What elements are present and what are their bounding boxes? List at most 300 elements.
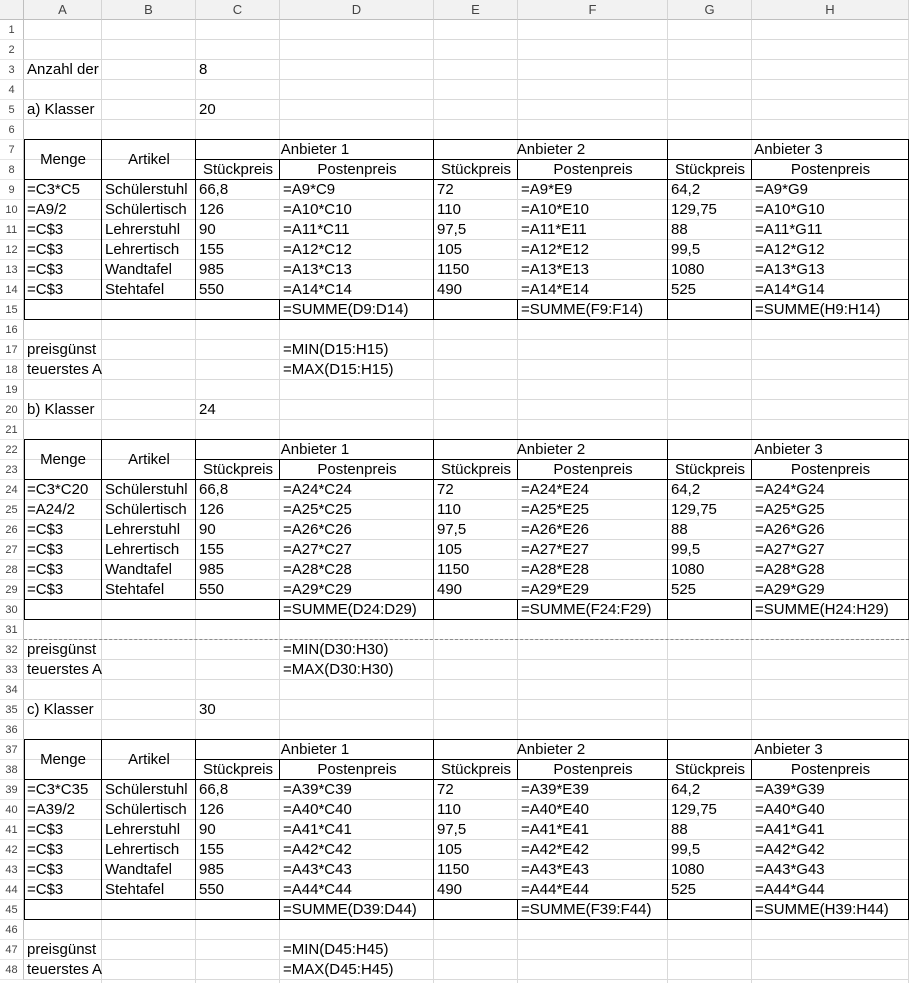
table-border xyxy=(195,439,196,600)
header-anbieter-2[interactable]: Anbieter 2 xyxy=(516,741,586,758)
row-header-16[interactable]: 16 xyxy=(0,320,24,340)
cell-f13[interactable]: =A13*E13 xyxy=(521,261,589,278)
cell-c28[interactable]: 985 xyxy=(199,561,225,578)
cell-g10[interactable]: 129,75 xyxy=(671,201,717,218)
gridline-horizontal xyxy=(24,359,909,360)
max-label[interactable]: teuerstes A xyxy=(27,661,102,678)
max-label[interactable]: teuerstes A xyxy=(27,961,102,978)
cell-h13[interactable]: =A13*G13 xyxy=(755,261,825,278)
cell-f26[interactable]: =A26*E26 xyxy=(521,521,589,538)
cell-a9[interactable]: =C3*C5 xyxy=(27,181,80,198)
cell-grid xyxy=(24,20,909,983)
header-stueckpreis[interactable]: Stückpreis xyxy=(674,461,746,478)
header-stueckpreis[interactable]: Stückpreis xyxy=(674,761,746,778)
cell-g11[interactable]: 88 xyxy=(671,221,688,238)
table-border xyxy=(279,900,280,920)
header-stueckpreis[interactable]: Stückpreis xyxy=(674,161,746,178)
cell-c13[interactable]: 985 xyxy=(199,261,225,278)
cell-a13[interactable]: =C$3 xyxy=(27,261,64,278)
cell-c41[interactable]: 90 xyxy=(199,821,216,838)
cell-a25[interactable]: =A24/2 xyxy=(27,501,75,518)
cell-c11[interactable]: 90 xyxy=(199,221,216,238)
cell-b27[interactable]: Lehrertisch xyxy=(105,541,180,558)
table-border xyxy=(279,460,280,480)
row-header-22[interactable]: 22 xyxy=(0,440,24,460)
cell-e11[interactable]: 97,5 xyxy=(437,221,467,238)
header-anbieter-1[interactable]: Anbieter 1 xyxy=(280,741,350,758)
header-artikel[interactable]: Artikel xyxy=(128,151,170,168)
row-header-34[interactable]: 34 xyxy=(0,680,24,700)
column-header-h[interactable]: H xyxy=(752,0,909,20)
cell-c9[interactable]: 66,8 xyxy=(199,181,229,198)
cell-f41[interactable]: =A41*E41 xyxy=(521,821,589,838)
cell-e27[interactable]: 105 xyxy=(437,541,463,558)
table-border xyxy=(279,300,280,320)
cell-g14[interactable]: 525 xyxy=(671,281,697,298)
cell-a28[interactable]: =C$3 xyxy=(27,561,64,578)
row-header-7[interactable]: 7 xyxy=(0,140,24,160)
header-anbieter-3[interactable]: Anbieter 3 xyxy=(754,441,823,458)
table-border xyxy=(667,900,668,920)
row-header-33[interactable]: 33 xyxy=(0,660,24,680)
cell-d40[interactable]: =A40*C40 xyxy=(283,801,352,818)
cell-c14[interactable]: 550 xyxy=(199,281,225,298)
table-border xyxy=(433,600,434,620)
cell-g29[interactable]: 525 xyxy=(671,581,697,598)
min-label[interactable]: preisgünst xyxy=(27,941,97,958)
cell-h10[interactable]: =A10*G10 xyxy=(755,201,825,218)
cell-e41[interactable]: 97,5 xyxy=(437,821,467,838)
cell-h29[interactable]: =A29*G29 xyxy=(755,581,825,598)
header-menge[interactable]: Menge xyxy=(40,451,86,468)
cell-g28[interactable]: 1080 xyxy=(671,561,705,578)
header-postenpreis[interactable]: Postenpreis xyxy=(317,461,397,478)
row-header-6[interactable]: 6 xyxy=(0,120,24,140)
cell-g13[interactable]: 1080 xyxy=(671,261,705,278)
header-menge[interactable]: Menge xyxy=(40,751,86,768)
gridline-horizontal xyxy=(24,119,909,120)
header-stueckpreis[interactable]: Stückpreis xyxy=(440,761,512,778)
cell-c27[interactable]: 155 xyxy=(199,541,225,558)
row-header-18[interactable]: 18 xyxy=(0,360,24,380)
cell-f29[interactable]: =A29*E29 xyxy=(521,581,589,598)
cell-d25[interactable]: =A25*C25 xyxy=(283,501,352,518)
row-header-44[interactable]: 44 xyxy=(0,880,24,900)
cell-a27[interactable]: =C$3 xyxy=(27,541,64,558)
cell-h11[interactable]: =A11*G11 xyxy=(755,221,823,238)
cell-b41[interactable]: Lehrerstuhl xyxy=(105,821,181,838)
header-stueckpreis[interactable]: Stückpreis xyxy=(440,461,512,478)
cell-b29[interactable]: Stehtafel xyxy=(105,581,165,598)
cell-c43[interactable]: 985 xyxy=(199,861,225,878)
header-stueckpreis[interactable]: Stückpreis xyxy=(440,161,512,178)
cell-d11[interactable]: =A11*C11 xyxy=(283,221,350,238)
cell-h26[interactable]: =A26*G26 xyxy=(755,521,825,538)
cell-h27[interactable]: =A27*G27 xyxy=(755,541,825,558)
cell-a12[interactable]: =C$3 xyxy=(27,241,64,258)
cell-c40[interactable]: 126 xyxy=(199,801,225,818)
cell-g39[interactable]: 64,2 xyxy=(671,781,701,798)
cell-e13[interactable]: 1150 xyxy=(437,261,470,278)
cell-d29[interactable]: =A29*C29 xyxy=(283,581,352,598)
header-anbieter-3[interactable]: Anbieter 3 xyxy=(754,741,823,758)
table-border xyxy=(24,739,909,740)
cell-g24[interactable]: 64,2 xyxy=(671,481,701,498)
header-anbieter-1[interactable]: Anbieter 1 xyxy=(280,141,350,158)
row-header-15[interactable]: 15 xyxy=(0,300,24,320)
row-header-48[interactable]: 48 xyxy=(0,960,24,980)
cell-b9[interactable]: Schülerstuhl xyxy=(105,181,188,198)
cell-b12[interactable]: Lehrertisch xyxy=(105,241,180,258)
max-formula[interactable]: =MAX(D15:H15) xyxy=(283,361,394,378)
cell-h25[interactable]: =A25*G25 xyxy=(755,501,825,518)
cell-f44[interactable]: =A44*E44 xyxy=(521,881,589,898)
header-postenpreis[interactable]: Postenpreis xyxy=(790,161,871,178)
table-border xyxy=(433,300,434,320)
cell-b26[interactable]: Lehrerstuhl xyxy=(105,521,181,538)
column-header-g[interactable]: G xyxy=(668,0,752,20)
cell-b28[interactable]: Wandtafel xyxy=(105,561,172,578)
cell-d42[interactable]: =A42*C42 xyxy=(283,841,352,858)
cell-a40[interactable]: =A39/2 xyxy=(27,801,75,818)
cell-a11[interactable]: =C$3 xyxy=(27,221,64,238)
cell-b10[interactable]: Schülertisch xyxy=(105,201,187,218)
cell-f39[interactable]: =A39*E39 xyxy=(521,781,589,798)
row-header-2[interactable]: 2 xyxy=(0,40,24,60)
cell-g43[interactable]: 1080 xyxy=(671,861,705,878)
header-anbieter-2[interactable]: Anbieter 2 xyxy=(516,141,586,158)
cell-g12[interactable]: 99,5 xyxy=(671,241,701,258)
min-formula[interactable]: =MIN(D30:H30) xyxy=(283,641,389,658)
cell-a29[interactable]: =C$3 xyxy=(27,581,64,598)
header-postenpreis[interactable]: Postenpreis xyxy=(553,761,633,778)
cell-g27[interactable]: 99,5 xyxy=(671,541,701,558)
table-border xyxy=(667,739,668,900)
cell-g42[interactable]: 99,5 xyxy=(671,841,701,858)
section-class-count[interactable]: 20 xyxy=(199,101,216,118)
cell-b11[interactable]: Lehrerstuhl xyxy=(105,221,181,238)
cell-f40[interactable]: =A40*E40 xyxy=(521,801,589,818)
cell-d39[interactable]: =A39*C39 xyxy=(283,781,352,798)
table-border xyxy=(101,139,102,300)
cell-f43[interactable]: =A43*E43 xyxy=(521,861,589,878)
header-artikel[interactable]: Artikel xyxy=(128,751,170,768)
sum-anbieter-2[interactable]: =SUMME(F9:F14) xyxy=(521,301,644,318)
cell-g25[interactable]: 129,75 xyxy=(671,501,717,518)
table-border xyxy=(433,139,434,300)
cell-d26[interactable]: =A26*C26 xyxy=(283,521,352,538)
cell-b25[interactable]: Schülertisch xyxy=(105,501,187,518)
table-border xyxy=(195,139,196,300)
cell-g26[interactable]: 88 xyxy=(671,521,688,538)
min-label[interactable]: preisgünst xyxy=(27,641,97,658)
gridline-horizontal xyxy=(24,939,909,940)
cell-d10[interactable]: =A10*C10 xyxy=(283,201,352,218)
gridline-horizontal xyxy=(24,719,909,720)
header-artikel[interactable]: Artikel xyxy=(128,451,170,468)
row-header-5[interactable]: 5 xyxy=(0,100,24,120)
column-header-b[interactable]: B xyxy=(102,0,196,20)
cell-c25[interactable]: 126 xyxy=(199,501,225,518)
cell-e14[interactable]: 490 xyxy=(437,281,463,298)
cell-h28[interactable]: =A28*G28 xyxy=(755,561,825,578)
cell-h42[interactable]: =A42*G42 xyxy=(755,841,825,858)
cell-c12[interactable]: 155 xyxy=(199,241,225,258)
header-postenpreis[interactable]: Postenpreis xyxy=(790,761,871,778)
row-header-26[interactable]: 26 xyxy=(0,520,24,540)
cell-d24[interactable]: =A24*C24 xyxy=(283,481,352,498)
cell-f42[interactable]: =A42*E42 xyxy=(521,841,589,858)
row-header-4[interactable]: 4 xyxy=(0,80,24,100)
cell-h14[interactable]: =A14*G14 xyxy=(755,281,825,298)
header-postenpreis[interactable]: Postenpreis xyxy=(553,461,633,478)
cell-d13[interactable]: =A13*C13 xyxy=(283,261,352,278)
section-label[interactable]: a) Klasser xyxy=(27,101,95,118)
cell-b44[interactable]: Stehtafel xyxy=(105,881,165,898)
table-border xyxy=(751,300,752,320)
cell-b42[interactable]: Lehrertisch xyxy=(105,841,180,858)
cell-g44[interactable]: 525 xyxy=(671,881,697,898)
column-header-c[interactable]: C xyxy=(196,0,280,20)
row-header-40[interactable]: 40 xyxy=(0,800,24,820)
cell-d12[interactable]: =A12*C12 xyxy=(283,241,352,258)
table-border xyxy=(751,760,752,780)
cell-a43[interactable]: =C$3 xyxy=(27,861,64,878)
cell-d14[interactable]: =A14*C14 xyxy=(283,281,352,298)
row-header-1[interactable]: 1 xyxy=(0,20,24,40)
cell-e28[interactable]: 1150 xyxy=(437,561,470,578)
row-header-14[interactable]: 14 xyxy=(0,280,24,300)
cell-a42[interactable]: =C$3 xyxy=(27,841,64,858)
cell-a14[interactable]: =C$3 xyxy=(27,281,64,298)
cell-f12[interactable]: =A12*E12 xyxy=(521,241,589,258)
cell-h12[interactable]: =A12*G12 xyxy=(755,241,825,258)
cell-a24[interactable]: =C3*C20 xyxy=(27,481,89,498)
sum-anbieter-1[interactable]: =SUMME(D9:D14) xyxy=(283,301,409,318)
cell-f25[interactable]: =A25*E25 xyxy=(521,501,589,518)
max-formula[interactable]: =MAX(D30:H30) xyxy=(283,661,394,678)
cell-f11[interactable]: =A11*E11 xyxy=(521,221,587,238)
cell-h24[interactable]: =A24*G24 xyxy=(755,481,825,498)
cell-c42[interactable]: 155 xyxy=(199,841,225,858)
cell-a3-label[interactable]: Anzahl der xyxy=(27,61,99,78)
row-header-11[interactable]: 11 xyxy=(0,220,24,240)
table-border xyxy=(667,439,668,600)
cell-c44[interactable]: 550 xyxy=(199,881,225,898)
cell-f28[interactable]: =A28*E28 xyxy=(521,561,589,578)
row-header-12[interactable]: 12 xyxy=(0,240,24,260)
cell-d9[interactable]: =A9*C9 xyxy=(283,181,336,198)
header-stueckpreis[interactable]: Stückpreis xyxy=(202,761,274,778)
max-formula[interactable]: =MAX(D45:H45) xyxy=(283,961,394,978)
cell-a10[interactable]: =A9/2 xyxy=(27,201,67,218)
sum-anbieter-2[interactable]: =SUMME(F24:F29) xyxy=(521,601,652,618)
sum-anbieter-1[interactable]: =SUMME(D24:D29) xyxy=(283,601,417,618)
cell-d41[interactable]: =A41*C41 xyxy=(283,821,352,838)
row-header-20[interactable]: 20 xyxy=(0,400,24,420)
cell-e10[interactable]: 110 xyxy=(437,201,461,218)
header-stueckpreis[interactable]: Stückpreis xyxy=(202,161,274,178)
table-border xyxy=(667,600,668,620)
section-label[interactable]: b) Klasser xyxy=(27,401,95,418)
cell-c26[interactable]: 90 xyxy=(199,521,216,538)
cell-g9[interactable]: 64,2 xyxy=(671,181,701,198)
cell-b40[interactable]: Schülertisch xyxy=(105,801,187,818)
cell-e9[interactable]: 72 xyxy=(437,181,454,198)
row-header-21[interactable]: 21 xyxy=(0,420,24,440)
row-header-23[interactable]: 23 xyxy=(0,460,24,480)
row-header-8[interactable]: 8 xyxy=(0,160,24,180)
max-label[interactable]: teuerstes A xyxy=(27,361,102,378)
cell-d28[interactable]: =A28*C28 xyxy=(283,561,352,578)
row-header-25[interactable]: 25 xyxy=(0,500,24,520)
cell-b14[interactable]: Stehtafel xyxy=(105,281,165,298)
row-header-9[interactable]: 9 xyxy=(0,180,24,200)
table-border xyxy=(517,900,518,920)
header-menge[interactable]: Menge xyxy=(40,151,86,168)
row-header-38[interactable]: 38 xyxy=(0,760,24,780)
section-label[interactable]: c) Klasser xyxy=(27,701,94,718)
row-header-27[interactable]: 27 xyxy=(0,540,24,560)
cell-f24[interactable]: =A24*E24 xyxy=(521,481,589,498)
row-header-35[interactable]: 35 xyxy=(0,700,24,720)
row-header-3[interactable]: 3 xyxy=(0,60,24,80)
row-header-17[interactable]: 17 xyxy=(0,340,24,360)
gridline-horizontal xyxy=(24,379,909,380)
sum-anbieter-3[interactable]: =SUMME(H39:H44) xyxy=(755,901,889,918)
cell-c10[interactable]: 126 xyxy=(199,201,225,218)
gridline-horizontal xyxy=(24,959,909,960)
cell-b39[interactable]: Schülerstuhl xyxy=(105,781,188,798)
cell-h44[interactable]: =A44*G44 xyxy=(755,881,825,898)
cell-e40[interactable]: 110 xyxy=(437,801,461,818)
column-header-e[interactable]: E xyxy=(434,0,518,20)
row-header-13[interactable]: 13 xyxy=(0,260,24,280)
column-headers xyxy=(24,0,909,20)
cell-f10[interactable]: =A10*E10 xyxy=(521,201,589,218)
cell-e43[interactable]: 1150 xyxy=(437,861,470,878)
table-border xyxy=(433,739,434,900)
row-header-30[interactable]: 30 xyxy=(0,600,24,620)
table-border xyxy=(751,160,752,180)
sum-anbieter-3[interactable]: =SUMME(H24:H29) xyxy=(755,601,889,618)
header-anbieter-2[interactable]: Anbieter 2 xyxy=(516,441,586,458)
gridline-horizontal xyxy=(24,419,909,420)
cell-e29[interactable]: 490 xyxy=(437,581,463,598)
row-header-24[interactable]: 24 xyxy=(0,480,24,500)
row-header-36[interactable]: 36 xyxy=(0,720,24,740)
cell-h40[interactable]: =A40*G40 xyxy=(755,801,825,818)
cell-f9[interactable]: =A9*E9 xyxy=(521,181,573,198)
cell-g40[interactable]: 129,75 xyxy=(671,801,717,818)
min-formula[interactable]: =MIN(D15:H15) xyxy=(283,341,389,358)
cell-c3-value[interactable]: 8 xyxy=(199,61,208,78)
table-border xyxy=(751,900,752,920)
cell-e26[interactable]: 97,5 xyxy=(437,521,467,538)
min-label[interactable]: preisgünst xyxy=(27,341,97,358)
cell-b24[interactable]: Schülerstuhl xyxy=(105,481,188,498)
row-header-39[interactable]: 39 xyxy=(0,780,24,800)
column-header-d[interactable]: D xyxy=(280,0,434,20)
row-header-37[interactable]: 37 xyxy=(0,740,24,760)
row-header-47[interactable]: 47 xyxy=(0,940,24,960)
row-header-42[interactable]: 42 xyxy=(0,840,24,860)
cell-h39[interactable]: =A39*G39 xyxy=(755,781,825,798)
table-border xyxy=(195,739,196,900)
cell-d43[interactable]: =A43*C43 xyxy=(283,861,352,878)
table-border xyxy=(517,300,518,320)
table-border xyxy=(667,139,668,300)
cell-d44[interactable]: =A44*C44 xyxy=(283,881,352,898)
header-postenpreis[interactable]: Postenpreis xyxy=(317,161,397,178)
cell-e39[interactable]: 72 xyxy=(437,781,454,798)
sum-anbieter-1[interactable]: =SUMME(D39:D44) xyxy=(283,901,417,918)
row-header-41[interactable]: 41 xyxy=(0,820,24,840)
gridline-horizontal xyxy=(24,679,909,680)
table-border xyxy=(517,460,518,480)
table-border xyxy=(196,759,909,760)
column-header-f[interactable]: F xyxy=(518,0,668,20)
column-header-a[interactable]: A xyxy=(24,0,102,20)
row-header-45[interactable]: 45 xyxy=(0,900,24,920)
cell-e24[interactable]: 72 xyxy=(437,481,454,498)
header-anbieter-1[interactable]: Anbieter 1 xyxy=(280,441,350,458)
row-header-19[interactable]: 19 xyxy=(0,380,24,400)
sum-anbieter-2[interactable]: =SUMME(F39:F44) xyxy=(521,901,652,918)
cell-e42[interactable]: 105 xyxy=(437,841,463,858)
cell-d27[interactable]: =A27*C27 xyxy=(283,541,352,558)
cell-h41[interactable]: =A41*G41 xyxy=(755,821,825,838)
cell-c39[interactable]: 66,8 xyxy=(199,781,229,798)
min-formula[interactable]: =MIN(D45:H45) xyxy=(283,941,389,958)
cell-g41[interactable]: 88 xyxy=(671,821,688,838)
cell-a44[interactable]: =C$3 xyxy=(27,881,64,898)
sum-anbieter-3[interactable]: =SUMME(H9:H14) xyxy=(755,301,881,318)
cell-b43[interactable]: Wandtafel xyxy=(105,861,172,878)
section-class-count[interactable]: 24 xyxy=(199,401,216,418)
row-header-46[interactable]: 46 xyxy=(0,920,24,940)
select-all-corner[interactable] xyxy=(0,0,24,20)
cell-f14[interactable]: =A14*E14 xyxy=(521,281,589,298)
row-header-10[interactable]: 10 xyxy=(0,200,24,220)
section-class-count[interactable]: 30 xyxy=(199,701,216,718)
cell-a41[interactable]: =C$3 xyxy=(27,821,64,838)
row-header-29[interactable]: 29 xyxy=(0,580,24,600)
cell-e44[interactable]: 490 xyxy=(437,881,463,898)
gridline-horizontal xyxy=(24,399,909,400)
cell-c29[interactable]: 550 xyxy=(199,581,225,598)
header-postenpreis[interactable]: Postenpreis xyxy=(553,161,633,178)
cell-h9[interactable]: =A9*G9 xyxy=(755,181,808,198)
row-header-32[interactable]: 32 xyxy=(0,640,24,660)
row-header-43[interactable]: 43 xyxy=(0,860,24,880)
cell-e25[interactable]: 110 xyxy=(437,501,461,518)
cell-f27[interactable]: =A27*E27 xyxy=(521,541,589,558)
cell-c24[interactable]: 66,8 xyxy=(199,481,229,498)
header-stueckpreis[interactable]: Stückpreis xyxy=(202,461,274,478)
cell-b13[interactable]: Wandtafel xyxy=(105,261,172,278)
header-anbieter-3[interactable]: Anbieter 3 xyxy=(754,141,823,158)
header-postenpreis[interactable]: Postenpreis xyxy=(317,761,397,778)
cell-h43[interactable]: =A43*G43 xyxy=(755,861,825,878)
header-postenpreis[interactable]: Postenpreis xyxy=(790,461,871,478)
row-header-31[interactable]: 31 xyxy=(0,620,24,640)
cell-a26[interactable]: =C$3 xyxy=(27,521,64,538)
gridline-horizontal xyxy=(24,339,909,340)
row-header-28[interactable]: 28 xyxy=(0,560,24,580)
cell-e12[interactable]: 105 xyxy=(437,241,463,258)
cell-a39[interactable]: =C3*C35 xyxy=(27,781,89,798)
